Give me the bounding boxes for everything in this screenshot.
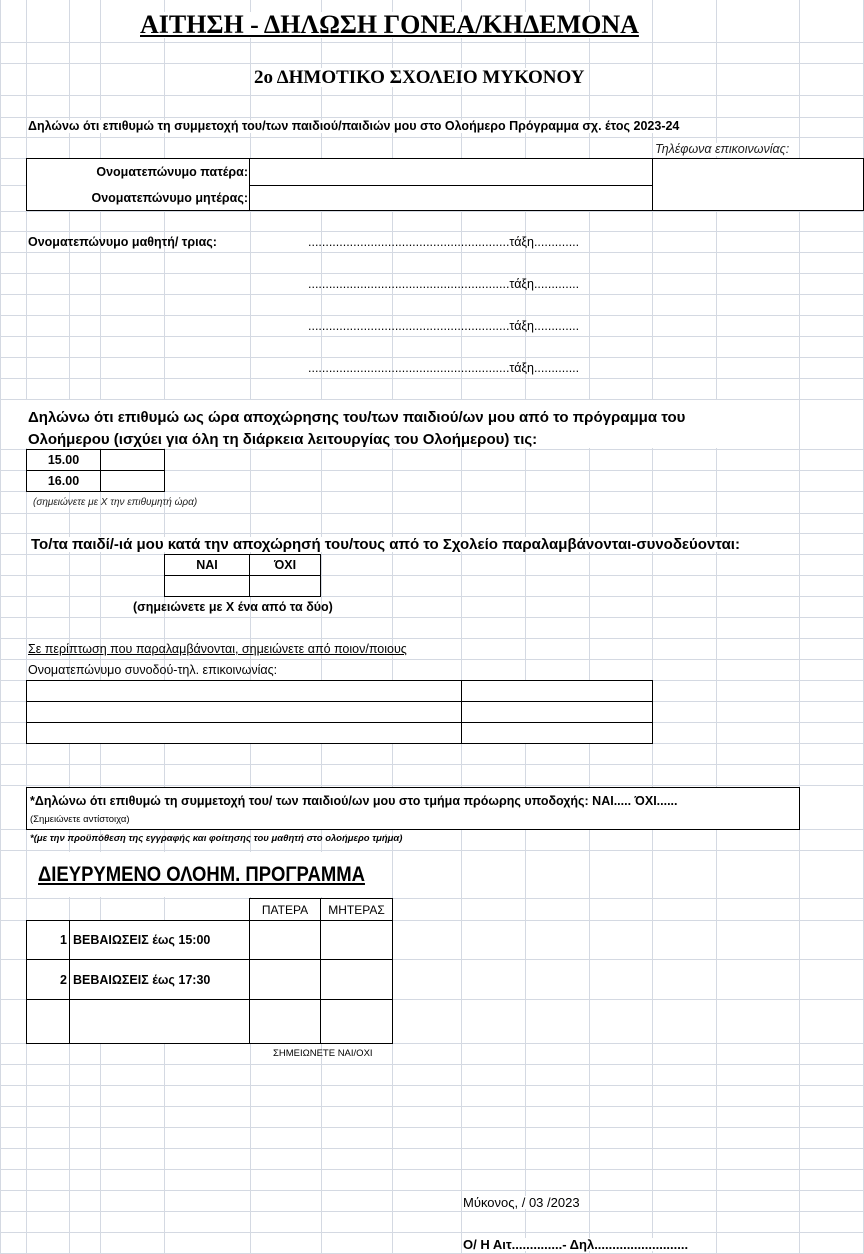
gridline-horizontal [0, 785, 864, 786]
time-note: (σημειώνετε με Χ την επιθυμητή ώρα) [33, 497, 198, 508]
student-line-3[interactable]: ..........................................................τάξη............. [308, 319, 580, 333]
pickup-yes-checkbox[interactable] [164, 575, 250, 597]
gridline-horizontal [0, 1148, 864, 1149]
mother-label: Ονοματεπώνυμο μητέρας: [91, 191, 248, 205]
col-father-header: ΠΑΤΕΡΑ [249, 898, 321, 921]
gridline-horizontal [0, 1211, 864, 1212]
gridline-horizontal [0, 1106, 864, 1107]
gridline-horizontal [0, 294, 864, 295]
father-name-input[interactable] [249, 158, 653, 186]
gridline-horizontal [0, 764, 864, 765]
gridline-horizontal [0, 596, 864, 597]
gridline-horizontal [0, 554, 864, 555]
row-2-mother-input[interactable] [320, 959, 393, 1000]
place-date: Μύκονος, / 03 /2023 [463, 1195, 580, 1210]
early-reception-note: (Σημειώνετε αντίστοιχα) [30, 814, 130, 825]
escort-label: Ονοματεπώνυμο συνοδού-τηλ. επικοινωνίας: [28, 663, 278, 677]
gridline-horizontal [0, 252, 864, 253]
gridline-horizontal [0, 315, 864, 316]
row-3-father-input[interactable] [249, 999, 321, 1044]
escort-name-input-3[interactable] [26, 722, 462, 744]
student-line-4[interactable]: ..........................................................τάξη............. [308, 361, 580, 375]
escort-name-input-1[interactable] [26, 680, 462, 702]
gridline-horizontal [0, 659, 864, 660]
gridline-horizontal [0, 231, 864, 232]
gridline-horizontal [0, 533, 864, 534]
gridline-horizontal [0, 850, 864, 851]
gridline-horizontal [0, 211, 864, 212]
signature-line[interactable]: Ο/ Η Αιτ..............- Δηλ.......................... [463, 1237, 689, 1252]
participation-declaration: Δηλώνω ότι επιθυμώ τη συμμετοχή του/των παιδιού/παιδιών μου στο Ολοήμερο Πρόγραμμα σχ. έτος 2023-24 [28, 119, 680, 133]
pickup-yes-header: ΝΑΙ [164, 554, 250, 576]
gridline-horizontal [0, 63, 864, 64]
gridline-horizontal [0, 137, 864, 138]
gridline-horizontal [0, 1064, 864, 1065]
gridline-horizontal [0, 1127, 864, 1128]
gridline-horizontal [0, 1232, 864, 1233]
mother-label-cell [26, 185, 250, 211]
escort-name-input-2[interactable] [26, 701, 462, 723]
gridline-horizontal [0, 898, 864, 899]
father-label-cell [26, 158, 250, 185]
time-1600-checkbox[interactable] [100, 470, 165, 492]
row-2-number: 2 [26, 959, 70, 1000]
row-2-father-input[interactable] [249, 959, 321, 1000]
father-label: Ονοματεπώνυμο πατέρα: [96, 164, 248, 179]
time-1500-label: 15.00 [26, 449, 101, 471]
form-title: ΑΙΤΗΣΗ - ΔΗΛΩΣΗ ΓΟΝΕΑ/ΚΗΔΕΜΟΝΑ [136, 12, 643, 38]
row-1-label: ΒΕΒΑΙΩΣΕΙΣ έως 15:00 [69, 920, 250, 960]
gridline-horizontal [0, 1085, 864, 1086]
pickup-who-label: Σε περίπτωση που παραλαμβάνονται, σημειώνετε από ποιον/ποιους [28, 642, 407, 656]
row-2-label: ΒΕΒΑΙΩΣΕΙΣ έως 17:30 [69, 959, 250, 1000]
gridline-horizontal [0, 575, 864, 576]
gridline-horizontal [0, 1190, 864, 1191]
phones-label: Τηλέφωνα επικοινωνίας: [655, 142, 790, 156]
escort-phone-input-1[interactable] [461, 680, 653, 702]
early-reception-condition: *(με την προϋπόθεση της εγγραφής και φοίτησης του μαθητή στο ολοήμερο τμήμα) [30, 833, 403, 844]
col-mother-header: ΜΗΤΕΡΑΣ [320, 898, 393, 921]
gridline-horizontal [0, 378, 864, 379]
departure-line-2: Ολοήμερου (ισχύει για όλη τη διάρκεια λειτουργίας του Ολοήμερου) τις: [28, 431, 538, 448]
pickup-no-checkbox[interactable] [249, 575, 321, 597]
row-1-father-input[interactable] [249, 920, 321, 960]
pickup-question: Το/τα παιδί/-ιά μου κατά την αποχώρησή του/τους από το Σχολείο παραλαμβάνονται-συνοδεύονται: [31, 536, 740, 553]
escort-phone-input-3[interactable] [461, 722, 653, 744]
time-1600-label: 16.00 [26, 470, 101, 492]
pickup-no-header: ΌΧΙ [249, 554, 321, 576]
gridline-horizontal [0, 357, 864, 358]
gridline-horizontal [0, 117, 864, 118]
student-line-2[interactable]: ..........................................................τάξη............. [308, 277, 580, 291]
student-line-1[interactable]: ..........................................................τάξη............. [308, 235, 580, 249]
extended-note: ΣΗΜΕΙΩΝΕΤΕ ΝΑΙ/ΟΧΙ [273, 1048, 373, 1059]
pickup-note: (σημειώνετε με Χ ένα από τα δύο) [133, 600, 333, 614]
gridline-horizontal [0, 513, 864, 514]
gridline-vertical [0, 0, 1, 1254]
row-1-number: 1 [26, 920, 70, 960]
gridline-horizontal [0, 95, 864, 96]
extended-program-title: ΔΙΕΥΡΥΜΕΝΟ ΟΛΟΗΜ. ΠΡΟΓΡΑΜΜΑ [38, 863, 365, 886]
gridline-horizontal [0, 336, 864, 337]
student-name-label: Ονοματεπώνυμο μαθητή/ τριας: [28, 235, 217, 249]
gridline-horizontal [0, 638, 864, 639]
row-3-mother-input[interactable] [320, 999, 393, 1044]
gridline-horizontal [0, 1169, 864, 1170]
escort-phone-input-2[interactable] [461, 701, 653, 723]
row-3-number [26, 999, 70, 1044]
school-name: 2ο ΔΗΜΟΤΙΚΟ ΣΧΟΛΕΙΟ ΜΥΚΟΝΟΥ [254, 67, 585, 88]
time-1500-checkbox[interactable] [100, 449, 165, 471]
row-3-label[interactable] [69, 999, 250, 1044]
departure-line-1: Δηλώνω ότι επιθυμώ ως ώρα αποχώρησης του/των παιδιού/ων μου από το πρόγραμμα του [28, 409, 686, 426]
mother-name-input[interactable] [249, 185, 653, 211]
gridline-horizontal [0, 617, 864, 618]
gridline-horizontal [0, 42, 864, 43]
gridline-horizontal [0, 273, 864, 274]
phones-input[interactable] [652, 158, 864, 211]
row-1-mother-input[interactable] [320, 920, 393, 960]
early-reception-text[interactable]: *Δηλώνω ότι επιθυμώ τη συμμετοχή του/ των παιδιού/ων μου στο τμήμα πρόωρης υποδοχής: ΝΑΙ..... ΌΧΙ...... [30, 794, 678, 808]
